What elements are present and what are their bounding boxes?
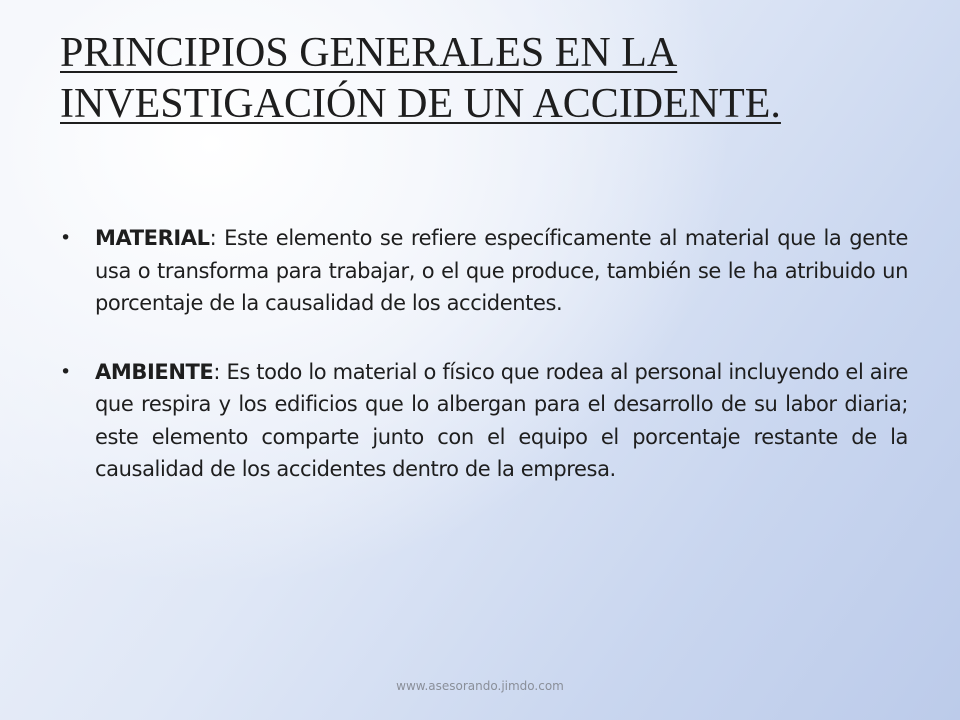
slide-title — [60, 28, 920, 130]
title-line-2: INVESTIGACIÓN DE UN ACCIDENTE. — [60, 81, 781, 127]
bullet-text-material: : Este elemento se refiere específicamente al material que la gente usa o transforma para trabajar, o el que produce, también se le ha atribuido un porcentaje de la causalidad de los accidentes. — [95, 226, 908, 315]
bullet-term-ambiente: AMBIENTE — [95, 359, 214, 384]
bullet-dot-icon: • — [60, 360, 71, 383]
bullet-list — [60, 222, 908, 522]
bullet-dot-icon: • — [60, 227, 71, 249]
bullet-material — [60, 222, 908, 320]
bullet-text-ambiente: : Es todo lo material o físico que rodea al personal incluyendo el aire que respira y los edificios que lo albergan para el desarrollo de su labor diaria; este elemento comparte junto con el equipo el porcentaje restante de la causalidad de los accidentes dentro de la empresa. — [95, 359, 908, 481]
bullet-term-material: MATERIAL — [95, 226, 210, 250]
title-line-1: PRINCIPIOS GENERALES EN LA — [60, 30, 678, 76]
bullet-ambiente — [60, 356, 908, 486]
footer-url: www.asesorando.jimdo.com — [396, 679, 564, 693]
